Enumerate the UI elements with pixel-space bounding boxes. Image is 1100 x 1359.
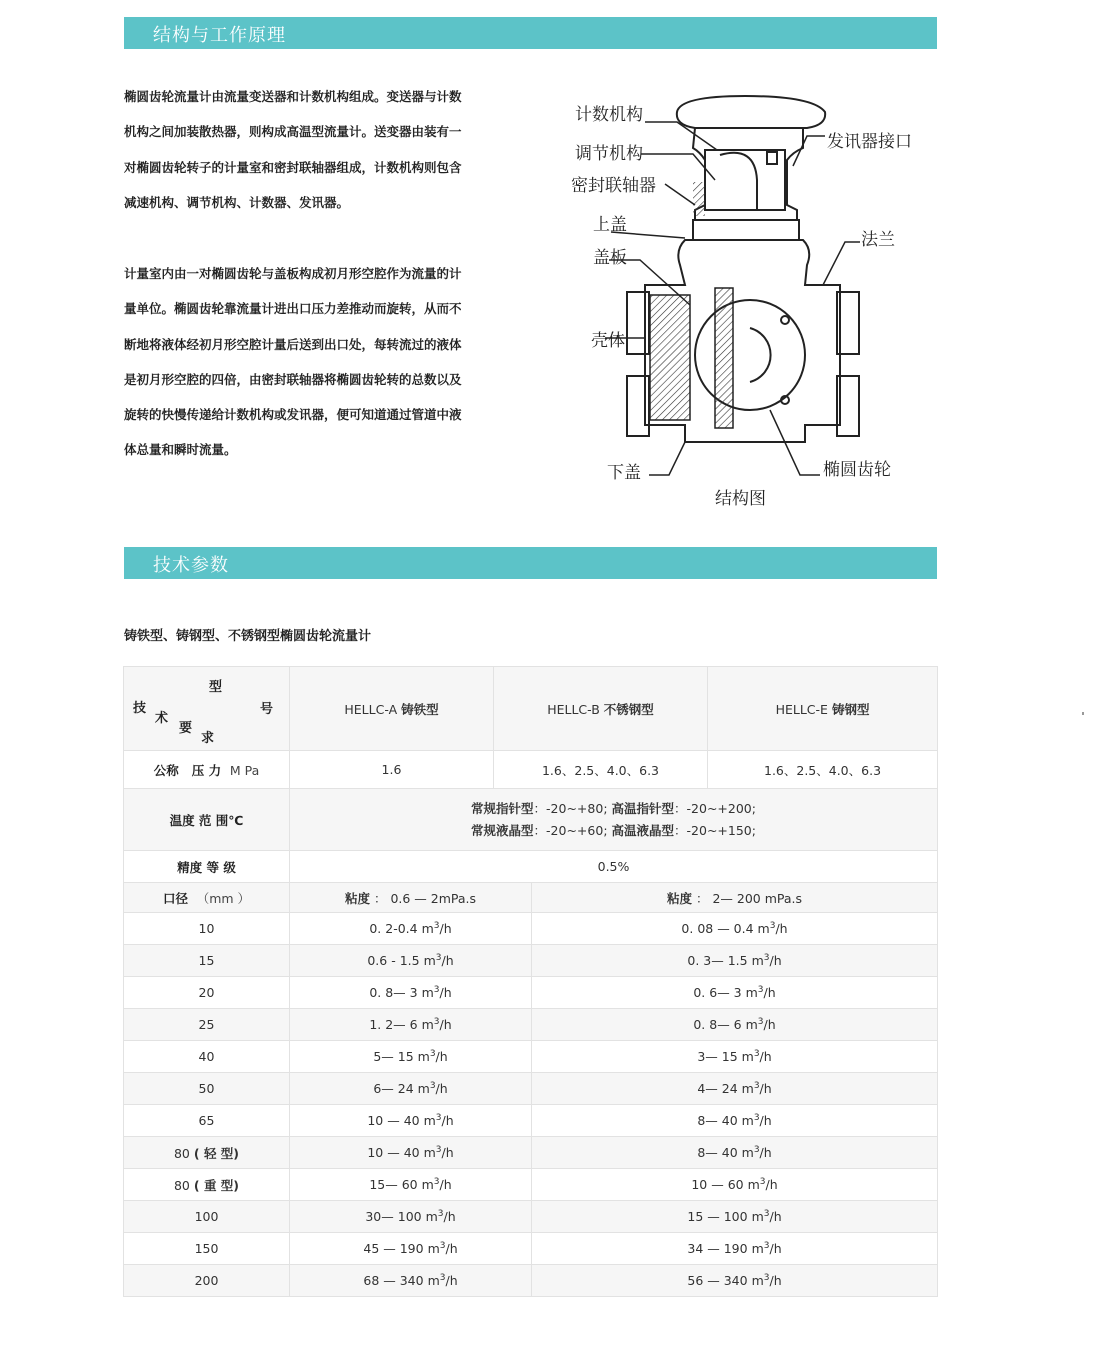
pressure-b: 1.6、2.5、4.0、6.3 bbox=[494, 751, 708, 789]
caliber-label: 口径 （mm ） bbox=[124, 883, 290, 913]
model-e-header: HELLC-E 铸钢型 bbox=[708, 667, 938, 751]
label-counter: 计数机构 bbox=[575, 105, 643, 125]
caliber-cell: 200 bbox=[124, 1265, 290, 1297]
caliber-cell: 80 ( 重 型) bbox=[124, 1169, 290, 1201]
caliber-cell: 40 bbox=[124, 1041, 290, 1073]
caliber-cell: 50 bbox=[124, 1073, 290, 1105]
table-row bbox=[124, 945, 938, 977]
structure-diagram bbox=[545, 70, 937, 530]
caliber-cell: 20 bbox=[124, 977, 290, 1009]
bolt bbox=[781, 316, 789, 324]
cover-hatch bbox=[650, 295, 690, 420]
flow-low-cell: 68 — 340 $m^3/h$ bbox=[290, 1265, 532, 1297]
section-banner-tech bbox=[124, 547, 937, 579]
pressure-a: 1.6 bbox=[290, 751, 494, 789]
label-cover-plate: 盖板 bbox=[593, 248, 627, 268]
table-row bbox=[124, 1105, 938, 1137]
flow-high-cell: 0. 6— 3 $m^3/h$ bbox=[532, 977, 938, 1009]
pressure-label: 公称 压 力 M Pa bbox=[124, 751, 290, 789]
corner-text: 技 bbox=[133, 701, 147, 716]
flow-high-cell: 0. 8— 6 $m^3/h$ bbox=[532, 1009, 938, 1041]
table-subtitle: 铸铁型、铸钢型、不锈钢型椭圆齿轮流量计 bbox=[124, 629, 372, 644]
flow-high-cell: 15 — 100 $m^3/h$ bbox=[532, 1201, 938, 1233]
section-banner-structure bbox=[124, 17, 937, 49]
flow-low-cell: 10 — 40 $m^3/h$ bbox=[290, 1137, 532, 1169]
label-signal: 发讯器接口 bbox=[827, 132, 912, 152]
pressure-row bbox=[124, 751, 938, 789]
signal-port bbox=[767, 152, 777, 164]
flow-low-cell: 0. 8— 3 $m^3/h$ bbox=[290, 977, 532, 1009]
spec-table bbox=[123, 666, 938, 1297]
caliber-cell: 10 bbox=[124, 913, 290, 945]
principle-paragraph: 计量室内由一对椭圆齿轮与盖板构成初月形空腔作为流量的计量单位。椭圆齿轮靠流量计进出口压力差推动而旋转，从而不断地将液体经初月形空腔计量后送到出口处，每转流过的液体是初月形空腔的四倍，由密封联轴器将椭圆齿轮转的总数以及旋转的快慢传递给计数机构或发讯器，便可知道通过管道中液体总量和瞬时流量。 bbox=[124, 266, 462, 458]
corner-text: 型 bbox=[209, 680, 223, 695]
stray-mark bbox=[1082, 712, 1084, 715]
adjust-box bbox=[705, 150, 785, 210]
seal-block bbox=[693, 220, 799, 240]
pressure-e: 1.6、2.5、4.0、6.3 bbox=[708, 751, 938, 789]
caliber-cell: 80 ( 轻 型) bbox=[124, 1137, 290, 1169]
flow-low-cell: 6— 24 $m^3/h$ bbox=[290, 1073, 532, 1105]
flow-low-cell: 5— 15 $m^3/h$ bbox=[290, 1041, 532, 1073]
table-row bbox=[124, 1137, 938, 1169]
flow-high-cell: 10 — 60 $m^3/h$ bbox=[532, 1169, 938, 1201]
caliber-cell: 150 bbox=[124, 1233, 290, 1265]
table-header-row bbox=[124, 667, 938, 751]
table-row bbox=[124, 1265, 938, 1297]
flow-high-cell: 4— 24 $m^3/h$ bbox=[532, 1073, 938, 1105]
label-flange: 法兰 bbox=[861, 230, 895, 250]
flow-high-cell: 3— 15 $m^3/h$ bbox=[532, 1041, 938, 1073]
table-row bbox=[124, 1009, 938, 1041]
shaft-hatch bbox=[715, 288, 733, 428]
caliber-cell: 25 bbox=[124, 1009, 290, 1041]
flow-high-cell: 0. 08 — 0.4 $m^3/h$ bbox=[532, 913, 938, 945]
flow-low-cell: 0. 2-0.4 $m^3/h$ bbox=[290, 913, 532, 945]
label-gear: 椭圆齿轮 bbox=[823, 460, 891, 480]
flow-high-cell: 0. 3— 1.5 $m^3/h$ bbox=[532, 945, 938, 977]
temperature-label: 温度 范 围℃ bbox=[124, 789, 290, 851]
label-shell: 壳体 bbox=[591, 331, 625, 351]
flow-high-cell: 56 — 340 $m^3/h$ bbox=[532, 1265, 938, 1297]
table-row bbox=[124, 977, 938, 1009]
corner-text: 求 bbox=[201, 731, 215, 746]
flow-low-cell: 45 — 190 $m^3/h$ bbox=[290, 1233, 532, 1265]
label-bottom-cover: 下盖 bbox=[607, 463, 641, 483]
caliber-cell: 100 bbox=[124, 1201, 290, 1233]
flow-high-cell: 8— 40 $m^3/h$ bbox=[532, 1105, 938, 1137]
flow-low-cell: 10 — 40 $m^3/h$ bbox=[290, 1105, 532, 1137]
table-row bbox=[124, 1073, 938, 1105]
temperature-values: 常规指针型：-20~+80; 高温指针型：-20~+200; 常规液晶型：-20~+60; 高温液晶型：-20~+150; bbox=[290, 789, 938, 851]
corner-text: 要 bbox=[179, 721, 193, 736]
accuracy-label: 精度 等 级 bbox=[124, 851, 290, 883]
accuracy-row bbox=[124, 851, 938, 883]
table-row bbox=[124, 1041, 938, 1073]
viscosity-high-header: 粘度 ： 2— 200 mPa.s bbox=[532, 883, 938, 913]
flow-high-cell: 34 — 190 $m^3/h$ bbox=[532, 1233, 938, 1265]
table-row bbox=[124, 913, 938, 945]
adjust-arc bbox=[720, 153, 757, 210]
intro-paragraph: 椭圆齿轮流量计由流量变送器和计数机构组成。变送器与计数机构之间加装散热器，则构成高温型流量计。送变器由装有一对椭圆齿轮转子的计量室和密封联轴器组成，计数机构则包含减速机构、调节机构、计数器、发讯器。 bbox=[124, 89, 462, 210]
flow-low-cell: 30— 100 $m^3/h$ bbox=[290, 1201, 532, 1233]
flow-low-cell: 0.6 - 1.5 $m^3/h$ bbox=[290, 945, 532, 977]
label-seal: 密封联轴器 bbox=[571, 176, 656, 196]
flow-high-cell: 8— 40 $m^3/h$ bbox=[532, 1137, 938, 1169]
label-adjust: 调节机构 bbox=[575, 144, 643, 164]
flow-rows bbox=[124, 913, 938, 1297]
gear-arc bbox=[750, 328, 771, 382]
model-b-header: HELLC-B 不锈钢型 bbox=[494, 667, 708, 751]
accuracy-value: 0.5% bbox=[290, 851, 938, 883]
table-row bbox=[124, 1233, 938, 1265]
table-row bbox=[124, 1201, 938, 1233]
caliber-cell: 65 bbox=[124, 1105, 290, 1137]
diagram-caption: 结构图 bbox=[715, 489, 766, 509]
section-title: 技术参数 bbox=[153, 555, 229, 576]
viscosity-low-header: 粘度 ： 0.6 — 2mPa.s bbox=[290, 883, 532, 913]
table-row bbox=[124, 1169, 938, 1201]
flow-low-cell: 15— 60 $m^3/h$ bbox=[290, 1169, 532, 1201]
corner-text: 术 bbox=[155, 711, 169, 726]
corner-cell bbox=[124, 667, 290, 751]
flow-low-cell: 1. 2— 6 $m^3/h$ bbox=[290, 1009, 532, 1041]
counter-cap bbox=[677, 96, 825, 128]
corner-text: 号 bbox=[260, 702, 274, 717]
label-top-cover: 上盖 bbox=[593, 215, 627, 235]
caliber-cell: 15 bbox=[124, 945, 290, 977]
model-a-header: HELLC-A 铸铁型 bbox=[290, 667, 494, 751]
seal-hatch bbox=[693, 182, 705, 216]
section-title: 结构与工作原理 bbox=[153, 25, 286, 46]
temperature-row bbox=[124, 789, 938, 851]
caliber-header-row bbox=[124, 883, 938, 913]
